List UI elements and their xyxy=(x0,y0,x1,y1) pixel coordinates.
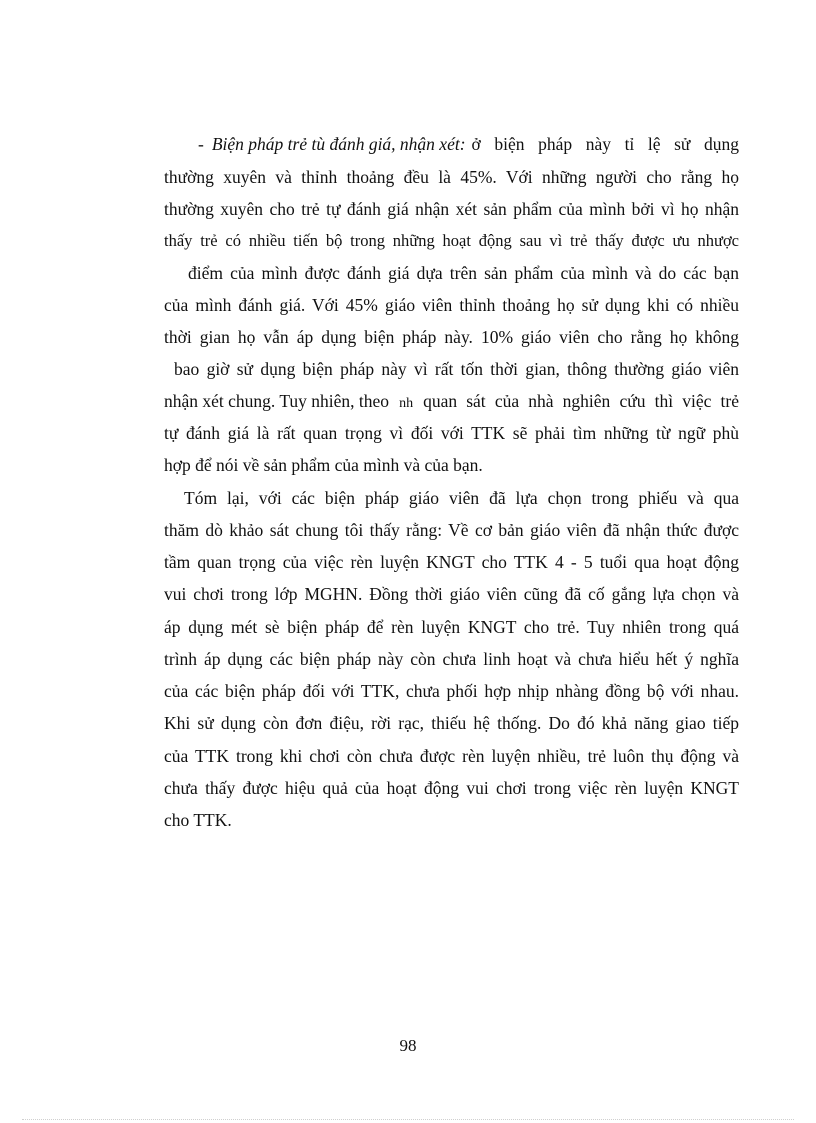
p1-line-5: điểm của mình được đánh giá dựa trên sản phẩm của mình và do các bạn xyxy=(188,263,739,283)
p1-line-10: tự đánh giá là rất quan trọng vì đối với TTK sẽ phải tìm những từ ngữ phù xyxy=(164,423,739,443)
p1-line-9-start: nhận xét chung. Tuy nhiên, theo xyxy=(164,391,390,411)
p1-line-3: thường xuyên cho trẻ tự đánh giá nhận xét sản phẩm của mình bởi vì họ nhận xyxy=(164,199,739,219)
p2-line-6: trình áp dụng các biện pháp này còn chưa linh hoạt và chưa hiểu hết ý nghĩa xyxy=(164,649,739,669)
p1-line-1-rest: ở biện pháp này tỉ lệ sử dụng xyxy=(471,134,739,154)
p2-line-2: thăm dò khảo sát chung tôi thấy rằng: Về cơ bản giáo viên đã nhận thức được xyxy=(164,520,739,540)
p2-line-8: Khi sử dụng còn đơn điệu, rời rạc, thiếu hệ thống. Do đó khả năng giao tiếp xyxy=(164,713,739,733)
p2-line-10: chưa thấy được hiệu quả của hoạt động vui chơi trong việc rèn luyện KNGT xyxy=(164,778,739,798)
p2-line-4: vui chơi trong lớp MGHN. Đồng thời giáo viên cũng đã cố gắng lựa chọn và xyxy=(164,584,739,604)
p1-line-1 xyxy=(198,133,739,155)
p1-line-6: của mình đánh giá. Với 45% giáo viên thỉnh thoảng họ sử dụng khi có nhiều xyxy=(164,295,739,315)
p2-line-3: tầm quan trọng của việc rèn luyện KNGT cho TTK 4 - 5 tuổi qua hoạt động xyxy=(164,552,739,572)
p2-line-9: của TTK trong khi chơi còn chưa được rèn luyện nhiều, trẻ luôn thụ động và xyxy=(164,746,739,766)
p2-line-5: áp dụng mét sè biện pháp để rèn luyện KNGT cho trẻ. Tuy nhiên trong quá xyxy=(164,617,739,637)
p2-line-11: cho TTK. xyxy=(164,810,232,830)
inserted-fragment: nh xyxy=(399,396,414,411)
heading-italic-measure: Biện pháp trẻ tù đánh giá, nhận xét: xyxy=(211,134,466,154)
p1-line-9 xyxy=(164,390,739,412)
p1-line-7: thời gian họ vẫn áp dụng biện pháp này. 10% giáo viên cho rằng họ không xyxy=(164,327,739,347)
p2-line-1: Tóm lại, với các biện pháp giáo viên đã lựa chọn trong phiếu và qua xyxy=(184,488,739,508)
list-dash: - xyxy=(198,134,204,154)
p1-line-2: thường xuyên và thỉnh thoảng đều là 45%. Với những người cho rằng họ xyxy=(164,167,739,187)
footer-dotted-rule xyxy=(22,1119,794,1120)
p1-line-8: bao giờ sử dụng biện pháp này vì rất tốn thời gian, thông thường giáo viên xyxy=(174,359,739,379)
p1-line-11: hợp để nói về sản phẩm của mình và của bạn. xyxy=(164,455,483,475)
page-number: 98 xyxy=(399,1036,417,1055)
p1-line-9-end: quan sát của nhà nghiên cứu thì việc trẻ xyxy=(423,391,739,411)
p2-line-7: của các biện pháp đối với TTK, chưa phối hợp nhịp nhàng đồng bộ với nhau. xyxy=(164,681,739,701)
p1-line-4: thấy trẻ có nhiều tiến bộ trong những hoạt động sau vì trẻ thấy được ưu nhược xyxy=(164,231,739,250)
